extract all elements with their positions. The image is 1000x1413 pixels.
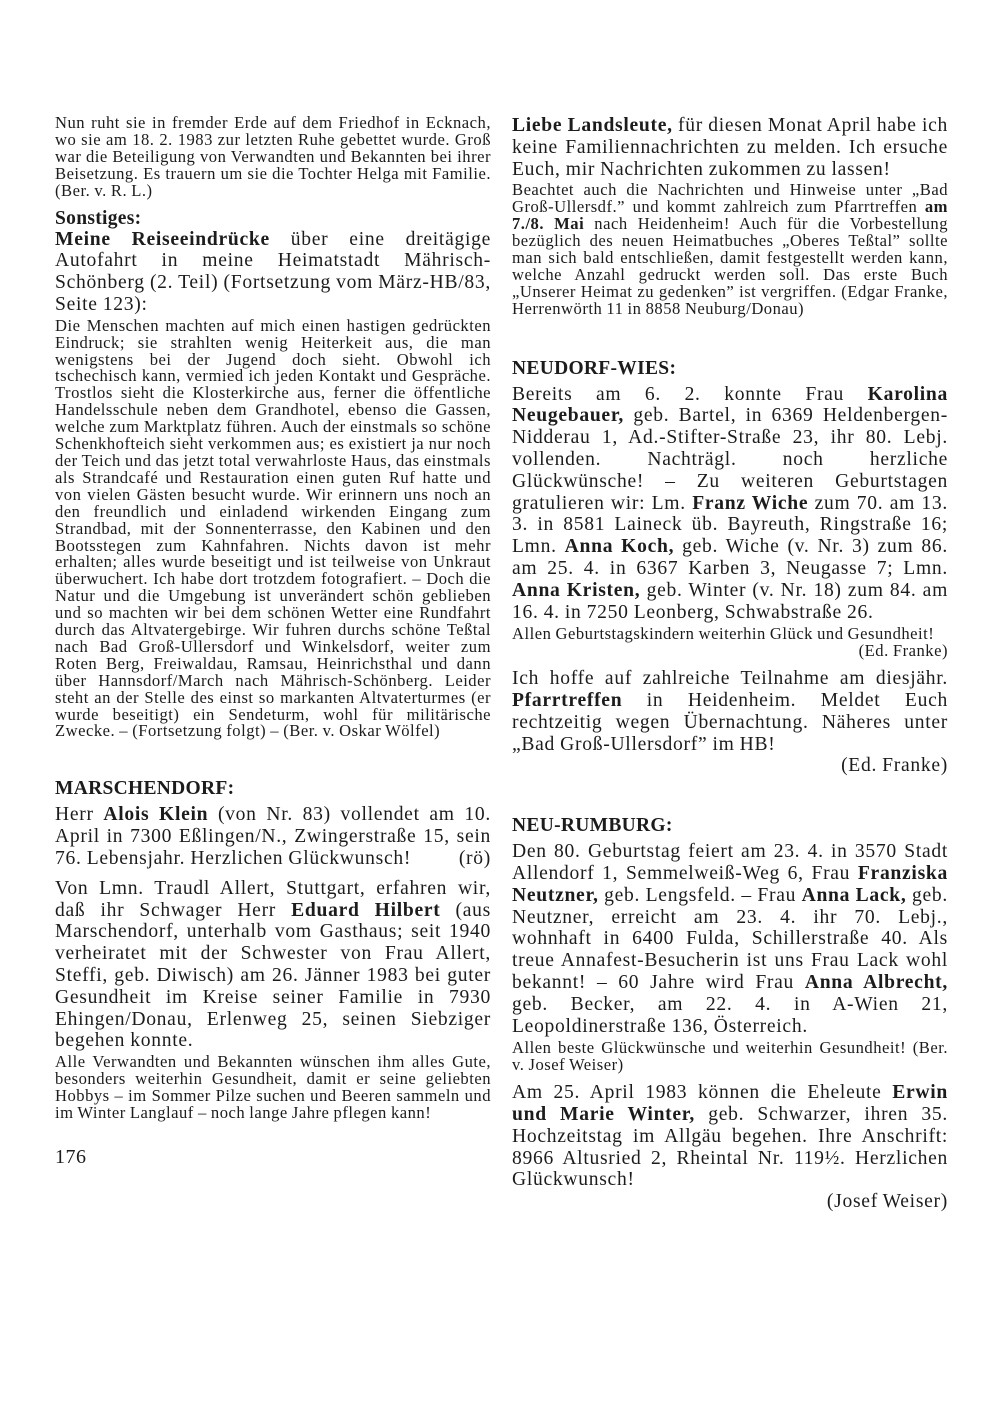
left-column	[55, 115, 491, 1168]
text-segment: Den 80. Geburtstag feiert am 23. 4. in 3570 Stadt Allendorf 1, Semmelweiß-Weg 6, Frau	[512, 841, 948, 884]
text-segment: (von Nr. 83) vollendet am 10. April in 7300 Eßlingen/N., Zwingerstraße 15, sein 76. Lebensjahr. Herzlichen Glückwunsch!	[55, 804, 492, 869]
bold-text: Pfarrtreffen	[512, 690, 623, 712]
heading-neu-rumburg: NEU-RUMBURG:	[512, 815, 673, 837]
paragraph-alois-klein	[55, 804, 491, 869]
text-segment: Herr	[55, 804, 104, 826]
signature: (rö)	[458, 847, 491, 869]
bold-text: Anna Lack,	[801, 884, 907, 906]
paragraph-pfarrtreffen-note	[512, 182, 948, 317]
bold-text: Franziska Neutzner,	[512, 863, 948, 906]
text-segment: Nun ruht sie in fremder Erde auf dem Friedhof in Ecknach, wo sie am 18. 2. 1983 zur letzten Ruhe gebettet wurde. Groß war die Beteiligung von Verwandten und Bekannten bei ihrer Beisetzung. Es trauern um sie die Tochter Helga mit Familie. (Ber. v. R. L.)	[55, 113, 491, 200]
text-segment: geb. Neutzner, erreicht am 23. 4. ihr 70. Lebj., wohnhaft in 6400 Fulda, Schillerstraße 40. Als treue Annafest-Besucherin ist uns Frau Lack wohl bekannt! – 60 Jahre wird Frau	[512, 884, 948, 993]
paragraph-pfarrtreffen-invite	[512, 668, 948, 777]
paragraph-birthday-wishes	[512, 626, 948, 660]
text-segment: Bereits am 6. 2. konnte Frau	[512, 383, 868, 405]
heading-sonstiges: Sonstiges:	[55, 207, 142, 229]
bold-text: Alois Klein	[103, 804, 209, 826]
bold-text: Franz Wiche	[692, 492, 809, 514]
text-segment: geb. Schwarzer, ihren 35. Hochzeitstag im Allgäu begehen. Ihre Anschrift: 8966 Altusried 2, Rheintal Nr. 119½. Herzlichen Glückwunsch!	[512, 1103, 948, 1191]
text-segment: Die Menschen machten auf mich einen hastigen gedrückten Eindruck; sie strahlten wenig Heiterkeit aus, die man wenigstens bei der Jugend doch sieht. Obwohl ich tschechisch kann, vermied ich jeden Kontakt und Gespräche. Trostlos sieht die Klosterkirche aus, ferner die öffentliche Handelsschule neben dem Grandhotel, ebenso die Gassen, welche zum Marktplatz führen. Auch der einstmals so schöne Schenkhofteich sieht verkommen aus; es existiert ja nur noch der Teich und das jetzt total verwahrloste Haus, das einstmals als Strandcafé und Restauration einen guten Ruf hatte und von vielen Gästen besucht wurde. Wir erinnern uns noch an den freundlich und einladend wirkenden Eingang zum Strandbad, mit der Sonnenterrasse, den Kabinen und den Bootsstegen zum Kahnfahren. Nichts davon ist mehr erhalten; alles wurde beseitigt und ist teilweise von Unkraut überwuchert. Ich habe dort trotzdem fotografiert. – Doch die Natur und die Umgebung ist unverändert schön geblieben und so machten wir bei dem schönen Wetter eine Rundfahrt durch das Altvatergebirge. Wir fuhren durchs schöne Teßtal nach Bad Groß-Ullersdorf und Winkelsdorf, weiter zum Roten Berg, Freiwaldau, Ramsau, Heinrichsthal und dann über Hannsdorf/March nach Mährisch-Schönberg. Leider steht an der Stelle des einst so markanten Altvaterturmes (er wurde beseitigt) ein Sendeturm, wohl für militärische Zwecke. – (Fortsetzung folgt) – (Ber. v. Oskar Wölfel)	[55, 315, 491, 741]
text-segment: Von Lmn. Traudl Allert, Stuttgart, erfahren wir, daß ihr Schwager Herr	[55, 877, 491, 921]
paragraph-wishes	[55, 1054, 491, 1122]
paragraph-text	[512, 624, 934, 643]
paragraph-liebe-landsleute	[512, 115, 948, 180]
text-segment: in Heidenheim. Meldet Euch rechtzeitig wegen Übernachtung. Näheres unter „Bad Groß-Ullersdorf” im HB!	[512, 690, 948, 755]
signature: (Ed. Franke)	[858, 641, 948, 661]
paragraph-reiseeindruecke-intro	[55, 229, 491, 316]
bold-text: Anna Kristen,	[512, 579, 641, 601]
text-segment: geb. Winter (v. Nr. 18) zum 84. am 16. 4. in 7250 Leonberg, Schwabstraße 26.	[512, 579, 949, 623]
text-segment: nach Heidenheim! Auch für die Vorbestellung bezüglich des neuen Heimatbuches „Oberes Teßtal” sollte man sich bald entschließen, damit festgestellt werden kann, welche Anzahl gedruckt werden soll. Das erste Buch „Unserer Heimat zu gedenken” ist vergriffen. (Edgar Franke, Herrenwörth 11 in 8858 Neuburg/Donau)	[512, 214, 949, 318]
text-segment: geb. Lengsfeld. – Frau	[598, 884, 802, 906]
right-column	[512, 115, 948, 1213]
text-segment: über eine dreitägige Autofahrt in meine Heimatstadt Mährisch-Schönberg (2. Teil) (Fortsetzung vom März-HB/83, Seite 123):	[55, 228, 491, 315]
text-segment: Beachtet auch die Nachrichten und Hinweise unter „Bad Groß-Ullersdf.” und kommt zahlreich zum Pfarrtreffen	[512, 180, 948, 217]
bold-text: Karolina Neugebauer,	[512, 383, 948, 427]
text-segment: geb. Becker, am 22. 4. in A-Wien 21, Leopoldinerstraße 136, Österreich.	[512, 993, 948, 1037]
signature: (Josef Weiser)	[826, 1191, 948, 1213]
text-segment: Ich hoffe auf zahlreiche Teilnahme am diesjähr.	[512, 668, 948, 690]
paragraph-eduard-hilbert	[55, 878, 491, 1052]
bold-text: Anna Koch,	[564, 536, 675, 558]
bold-text: Anna Albrecht,	[804, 971, 948, 993]
paragraph-text	[512, 668, 948, 754]
text-segment: Alle Verwandten und Bekannten wünschen ihm alles Gute, besonders weiterhin Gesundheit, damit er seine geliebten Hobbys – im Sommer Pilze suchen und Beeren sammeln und im Winter Langlauf – noch lange Jahre pflegen kann!	[55, 1052, 491, 1122]
text-segment: für diesen Monat April habe ich keine Familiennachrichten zu melden. Ich ersuche Euch, mir Nachrichten zukommen zu lassen!	[512, 115, 948, 180]
signature: (Ed. Franke)	[841, 755, 948, 777]
bold-text: Meine Reiseeindrücke	[55, 228, 270, 250]
text-segment: geb. Bartel, in 6369 Heldenbergen-Nidderau 1, Ad.-Stifter-Straße 23, ihr 80. Lebj. vollenden. Nachträgl. noch herzliche Glückwünsche! – Zu weiteren Geburtstagen gratulieren wir: Lm.	[512, 405, 948, 514]
paragraph-obituary	[55, 115, 491, 200]
paragraph-rumburg-wishes	[512, 1040, 948, 1074]
text-segment: zum 70. am 13. 3. in 8581 Laineck üb. Bayreuth, Ringstraße 16; Lmn.	[512, 492, 948, 558]
paragraph-text	[55, 804, 491, 869]
text-segment: Am 25. April 1983 können die Eheleute	[512, 1082, 893, 1104]
bold-text: Liebe Landsleute,	[512, 115, 673, 136]
paragraph-text	[512, 1082, 948, 1190]
text-segment: (aus Marschendorf, unterhalb vom Gasthaus; seit 1940 verheiratet mit der Schwester von Frau Allert, Steffi, geb. Diwisch) am 26. Jänner 1983 bei guter Gesundheit im Kreise seiner Familie in 7930 Ehingen/Donau, Erlenweg 25, seinen Siebziger begehen konnte.	[55, 899, 492, 1052]
paragraph-anniversary	[512, 1082, 948, 1213]
text-segment: Allen beste Glückwünsche und weiterhin Gesundheit! (Ber. v. Josef Weiser)	[512, 1038, 948, 1075]
bold-text: Erwin und Marie Winter,	[512, 1082, 948, 1125]
text-segment: geb. Wiche (v. Nr. 3) zum 86. am 25. 4. in 6367 Karben 3, Neugasse 7; Lmn.	[512, 536, 948, 580]
bold-text: am 7./8. Mai	[512, 197, 948, 234]
bold-text: Eduard Hilbert	[291, 899, 441, 921]
page-number: 176	[55, 1145, 87, 1168]
text-segment: Allen Geburtstagskindern weiterhin Glück und Gesundheit!	[512, 624, 935, 644]
heading-marschendorf: MARSCHENDORF:	[55, 778, 235, 800]
paragraph-birthdays-neurumburg	[512, 841, 948, 1037]
paragraph-birthdays-neudorf	[512, 384, 948, 624]
heading-neudorf-wies: NEUDORF-WIES:	[512, 357, 677, 379]
paragraph-reiseeindruecke-body	[55, 315, 491, 741]
